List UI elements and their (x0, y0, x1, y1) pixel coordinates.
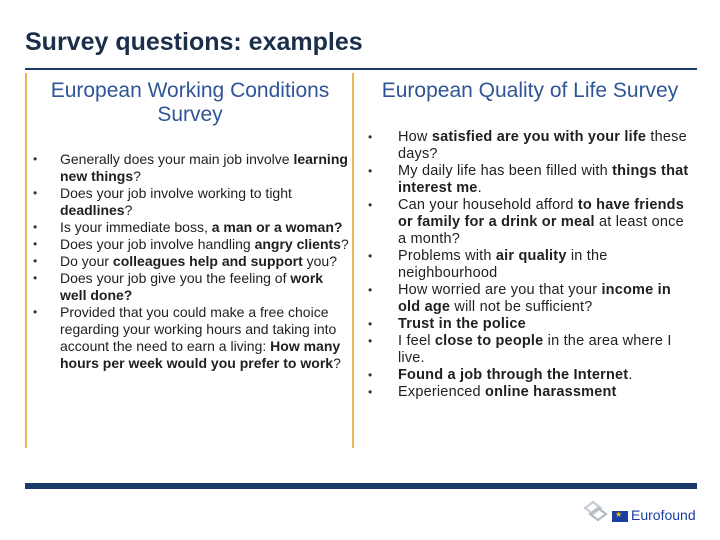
left-column-heading: European Working Conditions Survey (50, 79, 330, 126)
question-text: Does your job involve handling (60, 236, 255, 252)
bullet-icon: • (368, 249, 373, 263)
bullet-icon: • (368, 368, 373, 382)
question-text: Provided that you could make a free choice regarding your working hours and taking into account the need to earn a living: (60, 304, 337, 354)
bullet-icon: • (33, 152, 38, 166)
question-emphasis: work well done? (60, 270, 324, 303)
question-text: ? (133, 168, 141, 184)
question-emphasis: air quality (495, 248, 567, 264)
bullet-icon: • (33, 237, 38, 251)
question-item (368, 248, 690, 282)
question-emphasis: a man or a woman? (211, 219, 343, 235)
question-item (33, 236, 353, 253)
question-text: ? (333, 355, 341, 371)
question-text: Problems with (398, 248, 496, 264)
bullet-icon: • (368, 130, 373, 144)
title-divider (25, 68, 697, 70)
question-item (33, 270, 353, 304)
question-emphasis: angry clients (254, 236, 341, 252)
question-item (33, 185, 353, 219)
question-text: How worried are you that your (398, 282, 602, 298)
question-item (368, 384, 690, 401)
question-text: Is your immediate boss, (60, 219, 212, 235)
question-text: Do your (60, 253, 113, 269)
question-text: How (398, 129, 432, 145)
question-text: in the neighbourhood (398, 248, 608, 281)
question-emphasis: deadlines (60, 202, 125, 218)
question-text: Can your household afford (398, 197, 578, 213)
footer-divider (25, 483, 697, 489)
ewcs-question-list (33, 151, 353, 372)
question-item (33, 151, 353, 185)
bullet-icon: • (33, 220, 38, 234)
question-item (368, 282, 690, 316)
question-text: Does your job involve working to tight (60, 185, 292, 201)
bullet-icon: • (368, 164, 373, 178)
question-emphasis: How many hours per week would you prefer to work (60, 338, 341, 371)
question-emphasis: income in old age (398, 282, 671, 315)
question-item (368, 316, 690, 333)
bullet-icon: • (368, 385, 373, 399)
question-emphasis: things that interest me (398, 163, 689, 196)
question-text: . (477, 180, 482, 196)
question-item (33, 253, 353, 270)
question-emphasis: to have friends or family for a drink or meal (398, 197, 684, 230)
question-text: I feel (398, 333, 435, 349)
eurofound-logo (582, 497, 702, 529)
question-item (368, 163, 690, 197)
question-text: at least once a month? (398, 214, 684, 247)
question-emphasis: learning new things (60, 151, 348, 184)
question-item (368, 129, 690, 163)
question-emphasis: colleagues help and support (112, 253, 303, 269)
question-item (33, 219, 353, 236)
question-text: Experienced (398, 384, 486, 400)
question-emphasis: Found a job through the Internet (398, 367, 629, 383)
question-text: Generally does your main job involve (60, 151, 294, 167)
question-item (368, 197, 690, 248)
eurofound-mark-icon (582, 499, 608, 525)
question-text: Does your job give you the feeling of (60, 270, 291, 286)
eu-flag-icon: ★ (612, 511, 628, 522)
question-emphasis: online harassment (485, 384, 617, 400)
logo-wordmark: Eurofound (631, 507, 696, 523)
question-item (368, 367, 690, 384)
bullet-icon: • (368, 334, 373, 348)
question-text: these days? (398, 129, 687, 162)
eqls-question-list (368, 129, 690, 401)
bullet-icon: • (33, 254, 38, 268)
question-text: ? (340, 236, 349, 252)
bullet-icon: • (368, 283, 373, 297)
question-text: ? (124, 202, 133, 218)
page-title: Survey questions: examples (25, 28, 363, 56)
question-text: . (628, 367, 633, 383)
question-item (368, 333, 690, 367)
bullet-icon: • (368, 317, 373, 331)
question-emphasis: Trust in the police (398, 316, 526, 332)
right-column-heading: European Quality of Life Survey (381, 79, 679, 102)
question-text: will not be sufficient? (450, 299, 593, 315)
bullet-icon: • (33, 186, 38, 200)
bullet-icon: • (368, 198, 373, 212)
bullet-icon: • (33, 271, 38, 285)
question-emphasis: satisfied are you with your life (431, 129, 647, 145)
bullet-icon: • (33, 305, 38, 319)
question-text: you? (302, 253, 337, 269)
question-item (33, 304, 353, 372)
question-emphasis: close to people (434, 333, 544, 349)
question-text: My daily life has been filled with (398, 163, 613, 179)
question-text: in the area where I live. (398, 333, 672, 366)
